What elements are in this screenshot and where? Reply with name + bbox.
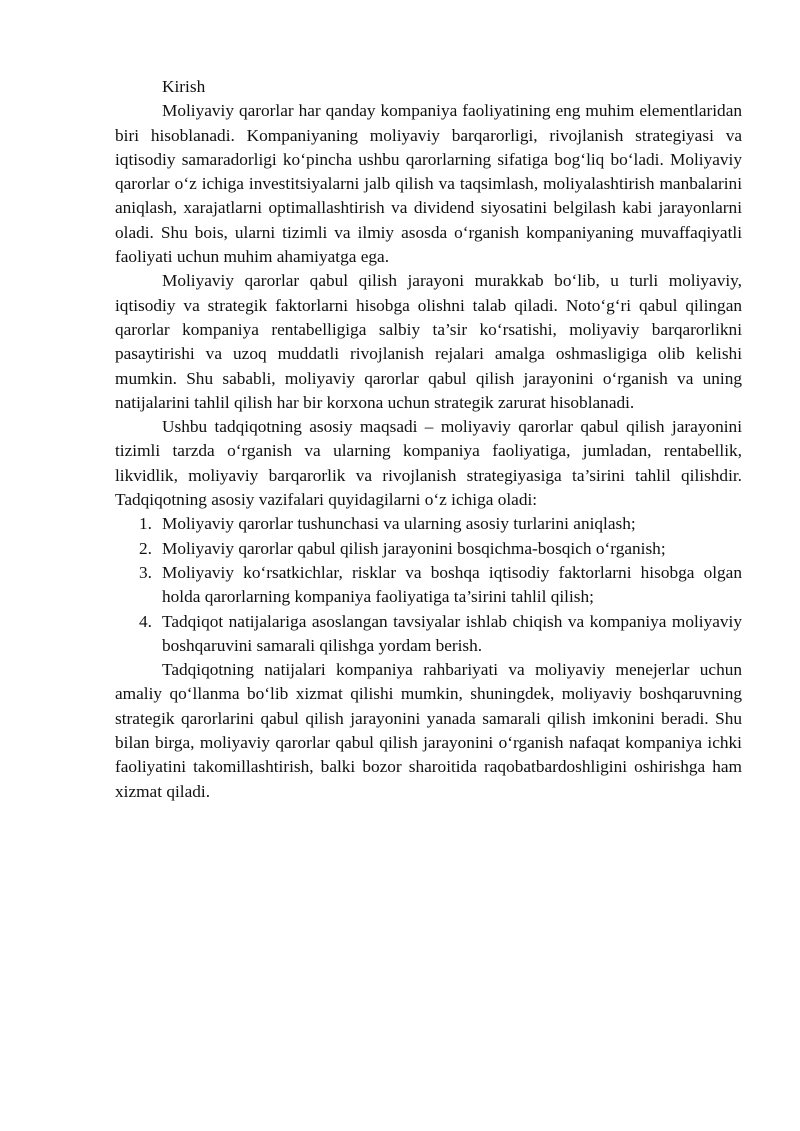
- intro-paragraph-3: Ushbu tadqiqotning asosiy maqsadi – moliyaviy qarorlar qabul qilish jarayonini tizimli tarzda o‘rganish va ularning kompaniya faoliyatiga, jumladan, rentabellik, likvidlik, moliyaviy barqarorlik va rivojlanish strategiyasiga ta’sirini tahlil qilishdir. Tadqiqotning asosiy vazifalari quyidagilarni o‘z ichiga oladi:: [115, 417, 742, 510]
- section-heading: Kirish: [162, 77, 206, 96]
- intro-paragraph-1: Moliyaviy qarorlar har qanday kompaniya faoliyatining eng muhim elementlaridan biri hisoblanadi. Kompaniyaning moliyaviy barqarorligi, rivojlanish strategiyasi va iqtisodiy samaradorligi ko‘pincha ushbu qarorlarning sifatiga bog‘liq bo‘ladi. Moliyaviy qarorlar o‘z ichiga investitsiyalarni jalb qilish va taqsimlash, moliyalashtirish manbalarini aniqlash, xarajatlarni optimallashtirish va dividend siyosatini belgilash kabi jarayonlarni oladi. Shu bois, ularni tizimli va ilmiy asosda o‘rganish kompaniyaning muvaffaqiyatli faoliyati uchun muhim ahamiyatga ega.: [115, 101, 742, 267]
- list-item-number: 2.: [139, 538, 152, 558]
- list-item-text: Moliyaviy qarorlar tushunchasi va ularning asosiy turlarini aniqlash;: [162, 514, 636, 534]
- intro-paragraph-2: Moliyaviy qarorlar qabul qilish jarayoni murakkab bo‘lib, u turli moliyaviy, iqtisodiy va strategik faktorlarni hisobga olishni talab qiladi. Noto‘g‘ri qabul qilingan qarorlar kompaniya rentabelligiga salbiy ta’sir ko‘rsatishi, moliyaviy barqarorlikni pasaytirishi va uzoq muddatli rivojlanish rejalari amalga oshmasligiga olib kelishi mumkin. Shu sababli, moliyaviy qarorlar qabul qilish jarayonini o‘rganish va uning natijalarini tahlil qilish har bir korxona uchun strategik zarurat hisoblanadi.: [115, 271, 742, 412]
- list-item-number: 3.: [139, 562, 152, 582]
- document-page: [115, 75, 742, 804]
- closing-paragraph: Tadqiqotning natijalari kompaniya rahbariyati va moliyaviy menejerlar uchun amaliy qo‘llanma bo‘lib xizmat qilishi mumkin, shuningdek, moliyaviy boshqaruvning strategik qarorlarini qabul qilish jarayonini yanada samarali qilish imkonini beradi. Shu bilan birga, moliyaviy qarorlar qabul qilish jarayonini o‘rganish nafaqat kompaniya ichki faoliyatini takomillashtirish, balki bozor sharoitida raqobatbardoshligini oshirishga ham xizmat qiladi.: [115, 660, 742, 801]
- list-item-text: Moliyaviy qarorlar qabul qilish jarayonini bosqichma-bosqich o‘rganish;: [162, 538, 666, 558]
- list-item: [115, 610, 742, 659]
- list-item: [115, 512, 742, 536]
- list-item-text: Moliyaviy ko‘rsatkichlar, risklar va boshqa iqtisodiy faktorlarni hisobga olgan holda qarorlarning kompaniya faoliyatiga ta’sirini tahlil qilish;: [162, 562, 742, 607]
- list-item: [115, 561, 742, 610]
- list-item: [115, 537, 742, 561]
- list-item-number: 4.: [139, 611, 152, 631]
- list-item-number: 1.: [139, 514, 152, 534]
- tasks-list: [115, 512, 742, 658]
- list-item-text: Tadqiqot natijalariga asoslangan tavsiyalar ishlab chiqish va kompaniya moliyaviy boshqaruvini samarali qilishga yordam berish.: [162, 611, 742, 655]
